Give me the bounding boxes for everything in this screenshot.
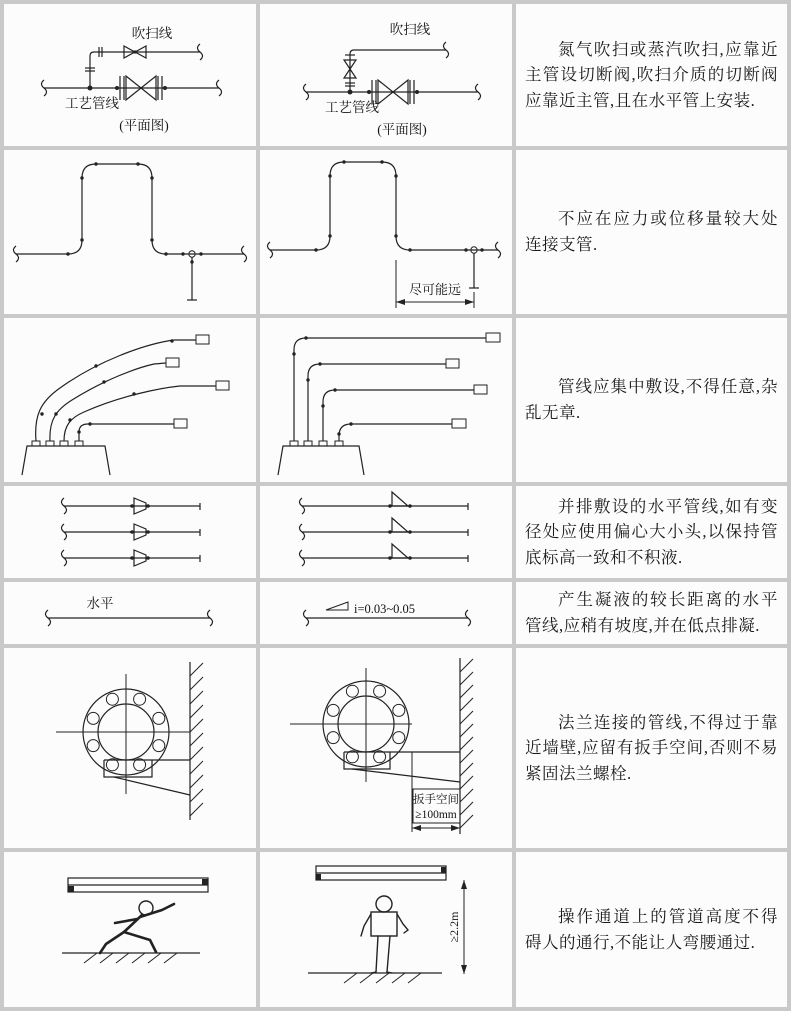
min-clearance-label: ≥100mm xyxy=(415,809,457,821)
wrench-icon xyxy=(104,760,190,795)
flange xyxy=(290,668,412,782)
branch-tee xyxy=(469,247,479,288)
diagram-r2-right xyxy=(260,150,512,314)
nozzles xyxy=(32,441,83,446)
overhead-pipe xyxy=(316,866,446,880)
weld-dots xyxy=(66,162,202,255)
diagram-r6-right xyxy=(260,648,512,848)
vessel xyxy=(22,446,110,475)
plan-view-label: (平面图) xyxy=(377,122,427,137)
height-dimension xyxy=(447,880,467,974)
concentric-reducers-svg xyxy=(4,486,256,578)
purge-line-right-svg xyxy=(260,4,512,146)
purge-line-label: 吹扫线 xyxy=(131,26,173,41)
clearance-dimension xyxy=(412,752,460,832)
vessel xyxy=(278,446,364,475)
description-r3 xyxy=(516,318,787,482)
description-r5 xyxy=(516,582,787,644)
diagram-r5-wrong xyxy=(4,582,256,644)
diagram-r7-right xyxy=(260,852,512,1007)
description-r6 xyxy=(516,648,787,848)
wall xyxy=(460,658,473,834)
low-pipe-svg xyxy=(4,852,256,1007)
loop-branch-right-svg xyxy=(260,150,512,314)
description-text: 管线应集中敷设,不得任意,杂乱无章. xyxy=(525,377,778,422)
dimension xyxy=(396,260,474,308)
level-label: 水平 xyxy=(86,596,114,611)
description-r1 xyxy=(516,4,787,146)
reducer-line xyxy=(62,498,201,514)
diagram-r4-wrong xyxy=(4,486,256,578)
diagram-r6-wrong xyxy=(4,648,256,848)
diagram-r5-right xyxy=(260,582,512,644)
bending-person xyxy=(100,901,174,953)
description-text: 产生凝液的较长距离的水平管线,应稍有坡度,并在低点排凝. xyxy=(525,590,778,635)
ground xyxy=(62,953,200,963)
purge-line-wrong-svg xyxy=(4,4,256,146)
description-text: 并排敷设的水平管线,如有变径处应使用偏心大小头,以保持管底标高一致和不积液. xyxy=(525,496,778,567)
description-text: 氮气吹扫或蒸汽吹扫,应靠近主管设切断阀,吹扫介质的切断阀应靠近主管,且在水平管上安装. xyxy=(525,39,778,110)
orderly-routing-svg xyxy=(260,318,512,482)
purge-branch-with-valve xyxy=(344,50,446,95)
description-r2 xyxy=(516,150,787,314)
eccentric-reducers-svg xyxy=(260,486,512,578)
diagram-r4-right xyxy=(260,486,512,578)
loop-branch-wrong-svg xyxy=(4,150,256,314)
description-text: 法兰连接的管线,不得过于靠近墙壁,应留有扳手空间,否则不易紧固法兰螺栓. xyxy=(525,712,778,783)
slope-value-label: i=0.03~0.05 xyxy=(354,602,416,616)
branch-tee xyxy=(187,251,197,300)
orderly-pipes xyxy=(292,333,500,441)
reducer-line xyxy=(62,524,201,540)
diagram-r7-wrong xyxy=(4,852,256,1007)
overhead-pipe xyxy=(68,878,208,892)
slope-symbol-icon xyxy=(326,602,348,610)
eccentric-reducer-line xyxy=(300,518,469,540)
flange xyxy=(56,674,190,794)
diagram-r2-wrong xyxy=(4,150,256,314)
wrench-space-label: 扳手空间 xyxy=(413,794,459,806)
description-text: 不应在应力或位移量较大处连接支管. xyxy=(525,209,778,254)
diagram-r1-wrong xyxy=(4,4,256,146)
standing-person xyxy=(361,896,408,973)
diagram-r3-right xyxy=(260,318,512,482)
diagram-r1-right xyxy=(260,4,512,146)
messy-routing-svg xyxy=(4,318,256,482)
description-r7 xyxy=(516,852,787,1007)
weld-dots xyxy=(314,160,483,251)
plan-view-label: (平面图) xyxy=(119,118,169,133)
purge-branch xyxy=(85,46,200,91)
min-height-label: ≥2.2m xyxy=(447,911,461,943)
description-text: 操作通道上的管道高度不得碍人的通行,不能让人弯腰通过. xyxy=(525,906,778,952)
process-line-label: 工艺管线 xyxy=(65,96,119,111)
flange-near-wall-svg xyxy=(4,648,256,848)
ground xyxy=(308,973,442,983)
purge-line-label: 吹扫线 xyxy=(389,22,431,37)
as-far-as-possible-label: 尽可能远 xyxy=(408,282,462,297)
nozzles xyxy=(290,441,343,446)
eccentric-reducer-line xyxy=(300,492,469,514)
flange-clearance-svg xyxy=(260,648,512,848)
process-line-label: 工艺管线 xyxy=(325,100,379,115)
diagram-r3-wrong xyxy=(4,318,256,482)
description-r4 xyxy=(516,486,787,578)
high-pipe-svg xyxy=(260,852,512,1007)
reducer-line xyxy=(62,550,201,566)
sloped-line-svg xyxy=(260,582,512,644)
wall xyxy=(190,662,203,820)
eccentric-reducer-line xyxy=(300,544,469,566)
curved-pipes xyxy=(36,335,229,441)
level-line-svg xyxy=(4,582,256,644)
